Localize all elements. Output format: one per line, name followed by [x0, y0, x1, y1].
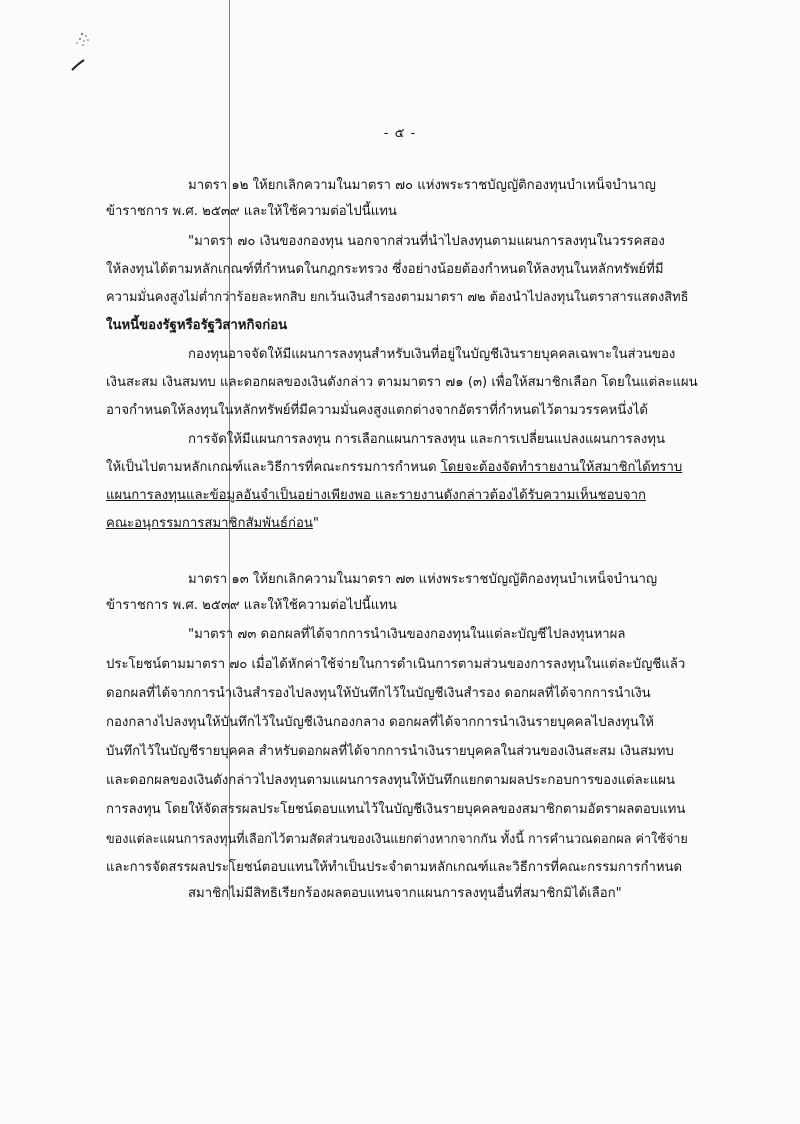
text-line: "มาตรา ๗๐ เงินของกองทุน นอกจากส่วนที่นำไปลงทุนตามแผนการลงทุนในวรรคสอง — [188, 234, 665, 249]
text-line: ประโยชน์ตามมาตรา ๗๐ เมื่อได้หักค่าใช้จ่ายในการดำเนินการตามส่วนของการลงทุนในแต่ละบัญชีแล้ว — [106, 657, 686, 672]
text-line: มาตรา ๑๓ ให้ยกเลิกความในมาตรา ๗๓ แห่งพระราชบัญญัติกองทุนบำเหน็จบำนาญ — [188, 572, 658, 587]
text-line: การจัดให้มีแผนการลงทุน การเลือกแผนการลงทุน และการเปลี่ยนแปลงแผนการลงทุน — [188, 432, 665, 447]
text-line: การลงทุน โดยให้จัดสรรผลประโยชน์ตอบแทนไว้ในบัญชีเงินรายบุคคลของสมาชิกตามอัตราผลตอบแทน — [106, 802, 686, 817]
text-line: บันทึกไว้ในบัญชีรายบุคคล สำหรับดอกผลที่ได้จากการนำเงินรายบุคคลในส่วนของเงินสะสม เงินสมทบ — [106, 744, 674, 759]
text-line — [106, 458, 682, 478]
text-line: ในหนี้ของรัฐหรือรัฐวิสาหกิจก่อน — [106, 318, 288, 333]
text-line: เงินสะสม เงินสมทบ และดอกผลของเงินดังกล่าว ตามมาตรา ๗๑ (๓) เพื่อให้สมาชิกเลือก โดยในแต่ละแผน — [106, 375, 698, 390]
closing-quote: " — [312, 516, 319, 531]
scan-speck-mark — [70, 30, 110, 80]
text-line: ข้าราชการ พ.ศ. ๒๕๓๙ และให้ใช้ความต่อไปนี้แทน — [106, 598, 397, 613]
text-line: มาตรา ๑๒ ให้ยกเลิกความในมาตรา ๗๐ แห่งพระราชบัญญัติกองทุนบำเหน็จบำนาญ — [188, 178, 656, 193]
text-line: "มาตรา ๗๓ ดอกผลที่ได้จากการนำเงินของกองทุนในแต่ละบัญชีไปลงทุนหาผล — [188, 627, 626, 642]
page-number: - ๕ - — [383, 126, 417, 141]
text-line — [106, 514, 319, 534]
text-line: ให้ลงทุนได้ตามหลักเกณฑ์ที่กำหนดในกฎกระทรวง ซึ่งอย่างน้อยต้องกำหนดให้ลงทุนในหลักทรัพย์ที่มี — [106, 262, 664, 277]
text-line: กองทุนอาจจัดให้มีแผนการลงทุนสำหรับเงินที่อยู่ในบัญชีเงินรายบุคคลเฉพาะในส่วนของ — [188, 347, 676, 362]
text-line: และดอกผลของเงินดังกล่าวไปลงทุนตามแผนการลงทุนให้บันทึกแยกตามผลประกอบการของแต่ละแผน — [106, 773, 676, 788]
text-line: กองกลางไปลงทุนให้บันทึกไว้ในบัญชีเงินกองกลาง ดอกผลที่ได้จากการนำเงินรายบุคคลไปลงทุนให้ — [106, 715, 654, 730]
text-line: และการจัดสรรผลประโยชน์ตอบแทนให้ทำเป็นประจำตามหลักเกณฑ์และวิธีการที่คณะกรรมการกำหนด — [106, 860, 683, 875]
text-span: ให้เป็นไปตามหลักเกณฑ์และวิธีการที่คณะกรรมการกำหนด — [106, 460, 441, 475]
text-line: ดอกผลที่ได้จากการนำเงินสำรองไปลงทุนให้บันทึกไว้ในบัญชีเงินสำรอง ดอกผลที่ได้จากการนำเงิน — [106, 686, 651, 701]
text-line: ของแต่ละแผนการลงทุนที่เลือกไว้ตามสัดส่วนของเงินแยกต่างหากจากกัน ทั้งนี้ การคำนวณดอกผล ค่าใช้จ่าย — [106, 831, 688, 846]
underlined-text: คณะอนุกรรมการสมาชิกสัมพันธ์ก่อน — [106, 516, 313, 531]
text-line: สมาชิกไม่มีสิทธิเรียกร้องผลตอบแทนจากแผนการลงทุนอื่นที่สมาชิกมิได้เลือก" — [188, 886, 622, 901]
underlined-text: แผนการลงทุนและข้อมูลอันจำเป็นอย่างเพียงพอ และรายงานดังกล่าวต้องได้รับความเห็นชอบจาก — [106, 488, 647, 503]
underlined-text: โดยจะต้องจัดทำรายงานให้สมาชิกได้ทราบ — [440, 460, 683, 475]
text-line: อาจกำหนดให้ลงทุนในหลักทรัพย์ที่มีความมั่นคงสูงแตกต่างจากอัตราที่กำหนดไว้ตามวรรคหนึ่งได้ — [106, 403, 648, 418]
text-line: ข้าราชการ พ.ศ. ๒๕๓๙ และให้ใช้ความต่อไปนี้แทน — [106, 204, 397, 219]
text-line: ความมั่นคงสูงไม่ต่ำกว่าร้อยละหกสิบ ยกเว้นเงินสำรองตามมาตรา ๗๒ ต้องนำไปลงทุนในตราสารแสดงสิทธิ — [106, 290, 689, 305]
